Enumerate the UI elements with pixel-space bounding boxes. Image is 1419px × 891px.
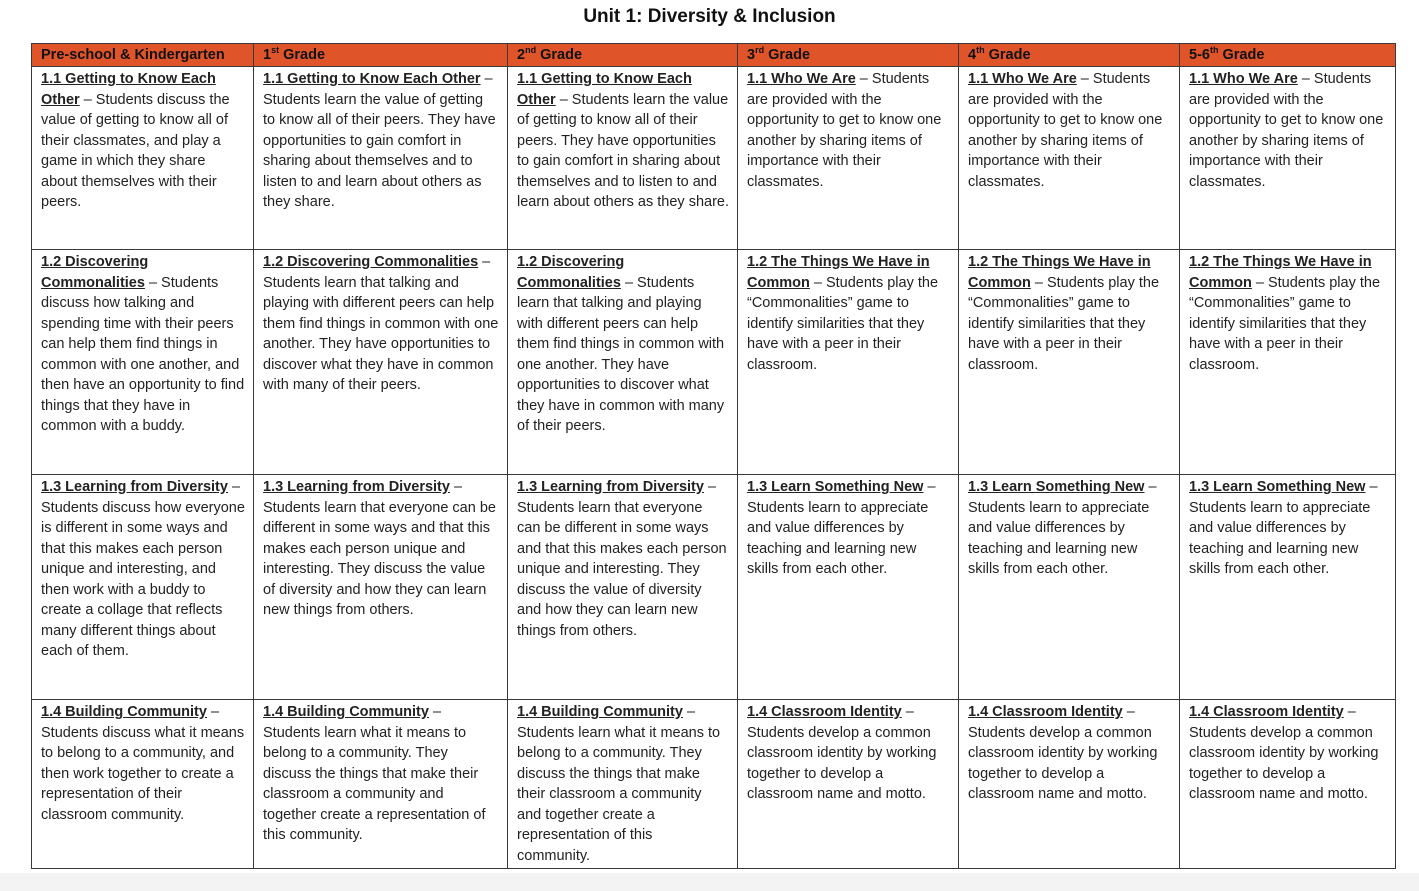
lesson-description: – Students learn that talking and playing with different peers can help them find things in common with one another. They have opportunities to discover what they have in common with many of their peers. (517, 274, 725, 434)
lesson-cell (738, 250, 959, 475)
lesson-title: 1.3 Learn Something New (968, 479, 1145, 495)
lesson-description: – Students develop a common classroom identity by working together to develop a classroom name and motto. (747, 704, 937, 802)
lesson-title: 1.1 Who We Are (1189, 71, 1298, 87)
lesson-row-1-4 (32, 700, 1396, 869)
lesson-cell (959, 475, 1180, 700)
lesson-title: 1.3 Learn Something New (747, 479, 924, 495)
lesson-title: 1.2 The Things We Have in Common (1189, 254, 1372, 291)
lesson-cell (508, 700, 738, 869)
lesson-cell (32, 700, 254, 869)
lesson-description: – Students play the “Commonalities” game to identify similarities that they have with a peer in their classroom. (1189, 274, 1381, 373)
lesson-cell (959, 67, 1180, 250)
lesson-cell (32, 67, 254, 250)
lesson-title: 1.2 Discovering Commonalities (41, 254, 149, 291)
lesson-row-1-1 (32, 67, 1396, 250)
lesson-description: – Students learn that talking and playing with different peers can help them find things in common with one another. They have opportunities to discover what they have in common with many of their peers. (263, 254, 499, 393)
lesson-description: – Students learn what it means to belong to a community. They discuss the things that make their classroom a community and together create a representation of this community. (517, 704, 721, 864)
header-row (32, 44, 1396, 67)
lesson-title: 1.4 Building Community (41, 704, 207, 720)
grade-header-3rd: 3rd Grade (738, 44, 959, 67)
lesson-title: 1.2 The Things We Have in Common (747, 254, 930, 291)
lesson-description: – Students learn the value of getting to know all of their peers. They have opportunities to gain comfort in sharing about themselves and to listen to and learn about others as they share. (517, 91, 729, 210)
lesson-description: – Students learn to appreciate and value differences by teaching and learning new skills from each other. (1189, 479, 1378, 577)
lesson-cell (508, 475, 738, 700)
lesson-description: – Students learn what it means to belong to a community. They discuss the things that make their classroom a community and together create a representation of this community. (263, 704, 486, 843)
lesson-description: – Students are provided with the opportunity to get to know one another by sharing items of importance with their classmates. (968, 71, 1163, 190)
lesson-row-1-2 (32, 250, 1396, 475)
lesson-description: – Students learn the value of getting to know all of their peers. They have opportunities to gain comfort in sharing about themselves and to listen to and learn about others as they share. (263, 71, 496, 210)
lesson-description: – Students play the “Commonalities” game to identify similarities that they have with a peer in their classroom. (747, 274, 939, 373)
lesson-cell (1180, 475, 1396, 700)
lesson-title: 1.1 Getting to Know Each Other (517, 71, 692, 108)
lesson-title: 1.4 Building Community (517, 704, 683, 720)
lesson-description: – Students discuss how everyone is different in some ways and that this makes each person unique and interesting, and then work with a buddy to create a collage that reflects many different things about each of them. (41, 479, 245, 659)
lesson-description: – Students learn that everyone can be different in some ways and that this makes each person unique and interesting. They discuss the value of diversity and how they can learn new things from others. (263, 479, 496, 618)
lesson-cell (738, 475, 959, 700)
lesson-row-1-3 (32, 475, 1396, 700)
lesson-cell (1180, 67, 1396, 250)
lesson-title: 1.2 Discovering Commonalities (517, 254, 625, 291)
lesson-description: – Students learn to appreciate and value differences by teaching and learning new skills from each other. (747, 479, 936, 577)
lesson-cell (738, 67, 959, 250)
lesson-title: 1.3 Learn Something New (1189, 479, 1366, 495)
lesson-cell (254, 67, 508, 250)
lesson-description: – Students develop a common classroom identity by working together to develop a classroom name and motto. (1189, 704, 1379, 802)
lesson-description: – Students develop a common classroom identity by working together to develop a classroom name and motto. (968, 704, 1158, 802)
page-bottom-margin (0, 873, 1419, 891)
lesson-description: – Students discuss what it means to belong to a community, and then work together to create a representation of their classroom community. (41, 704, 245, 823)
lesson-cell (1180, 700, 1396, 869)
lesson-title: 1.4 Classroom Identity (747, 704, 902, 720)
lesson-title: 1.3 Learning from Diversity (263, 479, 450, 495)
lesson-cell (254, 250, 508, 475)
lesson-title: 1.1 Getting to Know Each Other (263, 71, 481, 87)
lesson-description: – Students discuss how talking and spending time with their peers can help them find things in common with one another, and then have an opportunity to find things that they have in common with a buddy. (41, 274, 245, 434)
curriculum-table (31, 43, 1396, 869)
grade-header-prek: Pre-school & Kindergarten (32, 44, 254, 67)
lesson-title: 1.1 Getting to Know Each Other (41, 71, 216, 108)
lesson-title: 1.1 Who We Are (968, 71, 1077, 87)
grade-header-4th: 4th Grade (959, 44, 1180, 67)
lesson-cell (254, 700, 508, 869)
page-title: Unit 1: Diversity & Inclusion (583, 6, 836, 27)
lesson-cell (32, 475, 254, 700)
lesson-cell (959, 250, 1180, 475)
lesson-title: 1.3 Learning from Diversity (517, 479, 704, 495)
grade-header-2nd: 2nd Grade (508, 44, 738, 67)
lesson-cell (32, 250, 254, 475)
grade-header-1st: 1st Grade (254, 44, 508, 67)
lesson-description: – Students are provided with the opportunity to get to know one another by sharing items of importance with their classmates. (747, 71, 942, 190)
lesson-title: 1.3 Learning from Diversity (41, 479, 228, 495)
lesson-title: 1.2 The Things We Have in Common (968, 254, 1151, 291)
lesson-title: 1.4 Classroom Identity (1189, 704, 1344, 720)
lesson-cell (1180, 250, 1396, 475)
lesson-cell (508, 250, 738, 475)
lesson-title: 1.2 Discovering Commonalities (263, 254, 479, 270)
lesson-cell (959, 700, 1180, 869)
grade-header-5-6th: 5-6th Grade (1180, 44, 1396, 67)
lesson-title: 1.4 Classroom Identity (968, 704, 1123, 720)
lesson-description: – Students learn to appreciate and value differences by teaching and learning new skills from each other. (968, 479, 1157, 577)
lesson-cell (254, 475, 508, 700)
lesson-title: 1.1 Who We Are (747, 71, 856, 87)
lesson-description: – Students are provided with the opportunity to get to know one another by sharing items of importance with their classmates. (1189, 71, 1384, 190)
lesson-description: – Students play the “Commonalities” game to identify similarities that they have with a peer in their classroom. (968, 274, 1160, 373)
lesson-description: – Students discuss the value of getting to know all of their classmates, and play a game in which they share about themselves with their peers. (41, 91, 230, 210)
lesson-description: – Students learn that everyone can be different in some ways and that this makes each person unique and interesting. They discuss the value of diversity and how they can learn new things from others. (517, 479, 727, 639)
lesson-cell (508, 67, 738, 250)
lesson-cell (738, 700, 959, 869)
lesson-title: 1.4 Building Community (263, 704, 429, 720)
